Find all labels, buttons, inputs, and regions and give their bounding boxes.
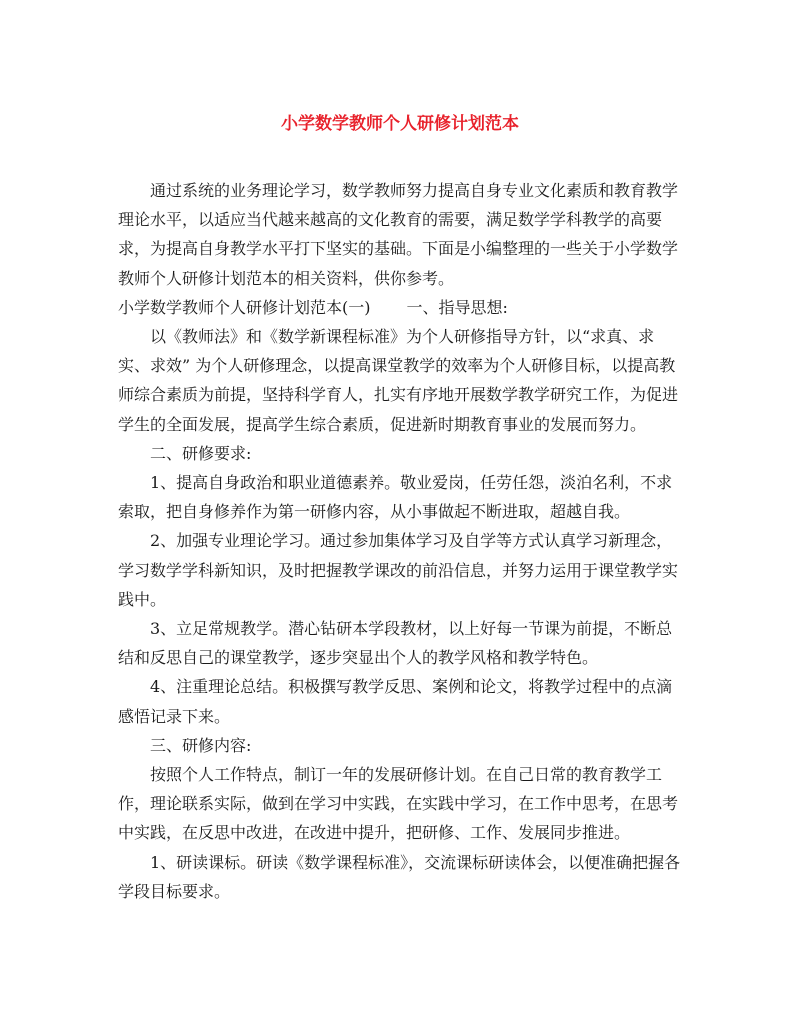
section3-paragraph: 按照个人工作特点，制订一年的发展研修计划。在自己日常的教育教学工作，理论联系实际，做到在学习中实践，在实践中学习，在工作中思考，在思考中实践，在反思中改进，在改进中提升，把研修、工作、发展同步推进。 <box>118 765 679 843</box>
requirement-1: 1、提高自身政治和职业道德素养。敬业爱岗，任劳任怨，淡泊名利，不求索取，把自身修养作为第一研修内容，从小事做起不断进取，超越自我。 <box>118 473 673 522</box>
document-body <box>118 176 682 906</box>
content-item-1: 1、研读课标。研读《数学课程标准》，交流课标研读体会，以便准确把握各学段目标要求。 <box>118 852 681 901</box>
requirement-2: 2、加强专业理论学习。通过参加集体学习及自学等方式认真学习新理念，学习数学学科新知识，及时把握教学课改的前沿信息，并努力运用于课堂教学实践中。 <box>118 531 679 609</box>
section2-heading: 二、研修要求: <box>150 443 252 463</box>
section3-heading: 三、研修内容: <box>150 735 252 755</box>
intro-paragraph: 通过系统的业务理论学习，数学教师努力提高自身专业文化素质和教育教学理论水平，以适应当代越来越高的文化教育的需要，满足数学学科教学的高要求，为提高自身教学水平打下坚实的基础。下面是小编整理的一些关于小学数学教师个人研修计划范本的相关资料，供你参考。 <box>118 181 679 288</box>
requirement-4: 4、注重理论总结。积极撰写教学反思、案例和论文，将教学过程中的点滴感悟记录下来。 <box>118 677 673 726</box>
requirement-3: 3、立足常规教学。潜心钻研本学段教材，以上好每一节课为前提，不断总结和反思自己的课堂教学，逐步突显出个人的教学风格和教学特色。 <box>118 619 673 668</box>
sample-heading: 小学数学教师个人研修计划范本(一) <box>118 297 371 317</box>
section1-paragraph: 以《教师法》和《数学新课程标准》为个人研修指导方针，以“求真、求实、求效” 为个人研修理念，以提高课堂教学的效率为个人研修目标，以提高教师综合素质为前提，坚持科学育人，扎实有序地开展数学教学研究工作，为促进学生的全面发展，提高学生综合素质，促进新时期教育事业的发展而努力。 <box>118 327 679 434</box>
document-title: 小学数学教师个人研修计划范本 <box>281 114 519 134</box>
section1-heading: 一、指导思想: <box>406 297 508 317</box>
sample-heading-line <box>118 293 682 322</box>
